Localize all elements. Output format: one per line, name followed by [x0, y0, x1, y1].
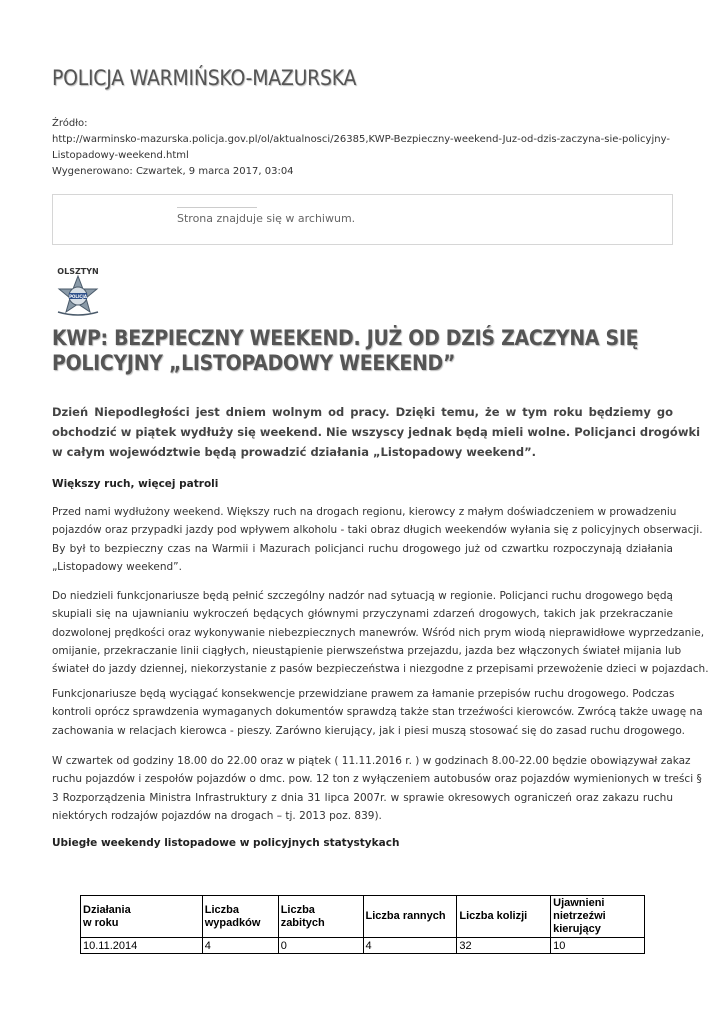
- paragraph-line: 3 Rozporządzenia Ministra Infrastruktury z dnia 31 lipca 2007r. w sprawie okresowych ograniczeń oraz zakazu ruchu: [52, 791, 673, 804]
- source-meta: [52, 116, 674, 180]
- paragraph-line: W czwartek od godziny 18.00 do 22.00 oraz w piątek ( 11.11.2016 r. ) w godzinach 8.00-22.00 będzie obowiązywał zakaz: [52, 755, 691, 767]
- header-line: w roku: [83, 916, 119, 929]
- table-cell-drunk-drivers: 10: [551, 938, 645, 954]
- header-drunk-drivers: [551, 896, 645, 938]
- article-title-line: POLICYJNY „LISTOPADOWY WEEKEND”: [52, 351, 456, 375]
- section-heading-statistics: Ubiegłe weekendy listopadowe w policyjnych statystykach: [52, 837, 400, 849]
- article-title: [52, 326, 639, 376]
- paragraph-line: świateł do jazdy dziennej, niekorzystanie z pasów bezpieczeństwa i niezgodne z przepisami przewożenie dzieci w pojazdach.: [52, 663, 709, 676]
- header-line: Działania: [83, 903, 131, 916]
- paragraph-4: [52, 752, 702, 825]
- article-lead: [52, 402, 701, 462]
- header-line: wypadków: [204, 916, 261, 929]
- archive-notice-box: [52, 194, 673, 245]
- archive-notice-text: Strona znajduje się w archiwum.: [177, 212, 356, 225]
- article-title-line: KWP: BEZPIECZNY WEEKEND. JUŻ OD DZIŚ ZACZYNA SIĘ: [52, 326, 639, 350]
- logo-caption: OLSZTYN: [57, 267, 99, 276]
- table-cell-collisions: 32: [457, 938, 551, 954]
- header-line: nietrzeźwi: [553, 910, 606, 922]
- logo-badge-text: POLICJA: [69, 294, 87, 299]
- archive-divider: [177, 207, 257, 208]
- police-badge-icon: [50, 266, 106, 318]
- site-title[interactable]: POLICJA WARMIŃSKO-MAZURSKA: [52, 66, 357, 90]
- header-line: zabitych: [280, 916, 325, 929]
- paragraph-line: kontroli oprócz sprawdzenia wymaganych dokumentów sprawdzą także stan trzeźwości kierowców. Zwrócą także uwagę na: [52, 706, 703, 719]
- paragraph-3: [52, 685, 703, 740]
- lead-line: Dzień Niepodległości jest dniem wolnym od pracy. Dzięki temu, że w tym roku będziemy go: [52, 405, 673, 419]
- table-header-row: [81, 896, 645, 938]
- paragraph-line: By był to bezpieczny czas na Warmii i Mazurach policjanci ruchu drogowego już od czwartku rozpoczynają działania: [52, 542, 673, 555]
- header-killed: [278, 896, 363, 938]
- header-line: kierujący: [553, 923, 601, 935]
- paragraph-line: skupiali się na ujawnianiu wykroczeń będących głównymi przyczynami zdarzeń drogowych, takich jak przekraczanie: [52, 608, 673, 621]
- table-cell-date: 10.11.2014: [81, 938, 203, 954]
- header-line: Liczba rannych: [365, 910, 446, 922]
- generated-date: Wygenerowano: Czwartek, 9 marca 2017, 03:04: [52, 166, 294, 177]
- paragraph-line: niektórych rodzajów pojazdów na drogach – tj. 2013 poz. 839).: [52, 809, 382, 822]
- paragraph-2: [52, 587, 709, 678]
- lead-line: obchodzić w piątek wydłuży się weekend. Nie wszyscy jednak będą mieli wolne. Policjanci drogówki: [52, 425, 701, 439]
- header-accidents: [202, 896, 278, 938]
- header-line: Liczba: [204, 903, 239, 916]
- source-label: Źródło:: [52, 118, 88, 129]
- header-line: Liczba kolizji: [459, 910, 528, 922]
- header-line: Ujawnieni: [553, 897, 605, 909]
- header-line: Liczba: [280, 903, 315, 916]
- table-cell-accidents: 4: [202, 938, 278, 954]
- source-url[interactable]: http://warminsko-mazurska.policja.gov.pl/ol/aktualnosci/26385,KWP-Bezpieczny-weekend-Juz-od-dzis-zaczyna-sie-policyjny-Listopadowy-weekend.html: [52, 134, 670, 161]
- paragraph-1: [52, 503, 703, 576]
- paragraph-line: „Listopadowy weekend”.: [52, 560, 182, 573]
- statistics-table: [80, 895, 645, 954]
- table-cell-killed: 0: [278, 938, 363, 954]
- header-injured: [363, 896, 457, 938]
- table-cell-injured: 4: [363, 938, 457, 954]
- paragraph-line: pojazdów oraz przypadki jazdy pod wpływem alkoholu - taki obraz długich weekendów wyłania się z policyjnych obserwacji.: [52, 524, 703, 537]
- paragraph-line: ruchu pojazdów i zespołów pojazdów o dmc. pow. 12 ton z wyłączeniem autobusów oraz pojazdów wymienionych w treści §: [52, 773, 702, 786]
- paragraph-line: Przed nami wydłużony weekend. Większy ruch na drogach regionu, kierowcy z małym doświadczeniem w prowadzeniu: [52, 506, 677, 518]
- paragraph-line: Funkcjonariusze będą wyciągać konsekwencje przewidziane prawem za łamanie przepisów ruchu drogowego. Podczas: [52, 688, 675, 700]
- paragraph-line: Do niedzieli funkcjonariusze będą pełnić szczególny nadzór nad sytuacją w regionie. Policjanci ruchu drogowego będą: [52, 590, 673, 602]
- section-heading-patrols: Większy ruch, więcej patroli: [52, 478, 219, 490]
- header-collisions: [457, 896, 551, 938]
- police-logo[interactable]: [50, 266, 106, 318]
- paragraph-line: omijanie, przekraczanie linii ciągłych, nieustąpienie pierwszeństwa przejazdu, jazda bez włączonych świateł mijania lub: [52, 644, 682, 657]
- paragraph-line: dozwolonej prędkości oraz wykonywanie niebezpiecznych manewrów. Wśród nich prym wiodą nieprawidłowe wyprzedzanie,: [52, 626, 705, 639]
- lead-line: w całym województwie będą prowadzić działania „Listopadowy weekend”.: [52, 445, 537, 459]
- table-row: [81, 938, 645, 954]
- header-actions-year: [81, 896, 203, 938]
- paragraph-line: zachowania w relacjach kierowca - pieszy. Zarówno kierujący, jak i piesi muszą stosować się do zasad ruchu drogowego.: [52, 724, 685, 737]
